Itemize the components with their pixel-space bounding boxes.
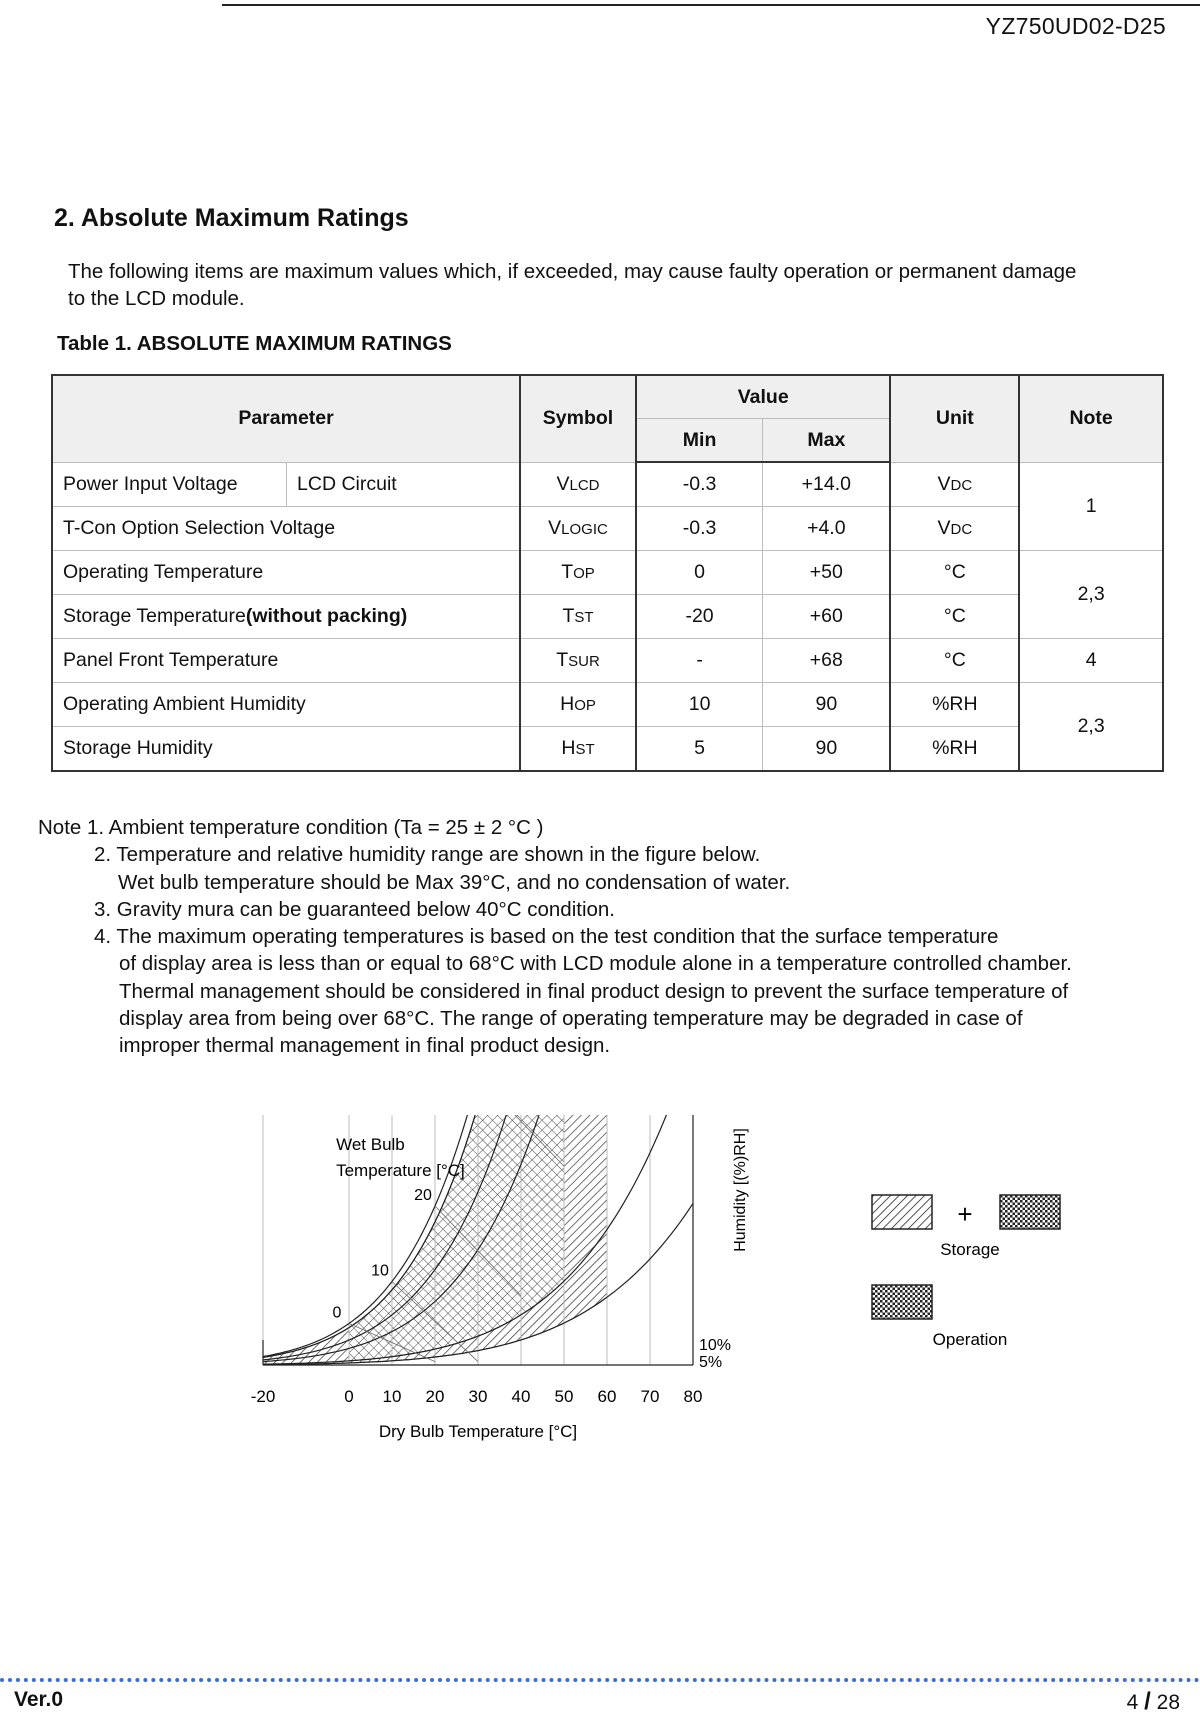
table-row [52, 551, 1163, 595]
table-row [52, 462, 1163, 507]
min-cell: -0.3 [636, 462, 763, 507]
x-tick-label: 40 [511, 1387, 531, 1406]
note-1: Note 1. Ambient temperature condition (Ta = 25 ± 2 °C ) [38, 816, 544, 839]
symbol-cell: TOP [520, 551, 636, 595]
param-cell: Operating Ambient Humidity [52, 683, 520, 727]
param-cell: Storage Humidity [52, 727, 520, 772]
notes-block [38, 814, 1188, 1060]
ratings-table [51, 374, 1164, 772]
x-tick-label: 70 [640, 1387, 660, 1406]
note-4-line-3: Thermal management should be considered in final product design to prevent the surface temperature of [119, 979, 1069, 1003]
note-2: 2. Temperature and relative humidity range are shown in the figure below. [94, 843, 761, 867]
note-cell: 1 [1019, 462, 1163, 551]
symbol-cell: VLCD [520, 462, 636, 507]
min-cell: -0.3 [636, 507, 763, 551]
param-sub-cell: LCD Circuit [287, 462, 521, 507]
header-rule [222, 4, 1200, 6]
max-cell: +50 [763, 551, 891, 595]
max-cell: +4.0 [763, 507, 891, 551]
note-4-line-5: improper thermal management in final product design. [119, 1034, 611, 1058]
note-4-line-4: display area from being over 68°C. The range of operating temperature may be degraded in case of [119, 1007, 1023, 1031]
x-tick-label: -20 [250, 1387, 276, 1406]
wet-bulb-tick-label: 20 [414, 1186, 432, 1204]
x-tick-label: 50 [554, 1387, 574, 1406]
storage-swatch-check [1000, 1195, 1060, 1229]
param-cell: Power Input Voltage [52, 462, 287, 507]
intro-line-1: The following items are maximum values which, if exceeded, may cause faulty operation or permanent damage [68, 260, 1077, 283]
param-cell: Operating Temperature [52, 551, 520, 595]
intro-paragraph [68, 258, 1188, 312]
table-row [52, 727, 1163, 772]
table-caption: Table 1. ABSOLUTE MAXIMUM RATINGS [57, 332, 452, 355]
x-tick-label: 20 [425, 1387, 445, 1406]
header-unit: Unit [890, 375, 1019, 462]
header-symbol: Symbol [520, 375, 636, 462]
x-tick-label: 10 [382, 1387, 402, 1406]
wet-bulb-title: Wet Bulb [336, 1135, 405, 1154]
min-cell: 10 [636, 683, 763, 727]
footer-rule [0, 1678, 1200, 1682]
symbol-cell: HST [520, 727, 636, 772]
max-cell: 90 [763, 683, 891, 727]
param-cell: Panel Front Temperature [52, 639, 520, 683]
unit-cell: °C [890, 551, 1019, 595]
unit-cell: VDC [890, 462, 1019, 507]
legend-operation-label: Operation [932, 1330, 1008, 1349]
x-tick-label: 60 [597, 1387, 617, 1406]
y-axis-title: Humidity [(%)RH] [732, 1128, 749, 1252]
header-max: Max [763, 419, 891, 463]
symbol-cell: HOP [520, 683, 636, 727]
wet-bulb-title: Temperature [°C] [336, 1161, 465, 1180]
operation-swatch [872, 1285, 932, 1319]
note-cell: 2,3 [1019, 551, 1163, 639]
min-cell: -20 [636, 595, 763, 639]
unit-cell: °C [890, 639, 1019, 683]
storage-swatch-diagonal [872, 1195, 932, 1229]
symbol-cell: TST [520, 595, 636, 639]
x-tick-label: 0 [344, 1387, 354, 1406]
chart-plot [251, 1115, 749, 1441]
note-4-line-2: of display area is less than or equal to 68°C with LCD module alone in a temperature controlled chamber. [119, 952, 1072, 976]
max-cell: +14.0 [763, 462, 891, 507]
table-row [52, 595, 1163, 639]
page-number: 4 / 28 [1126, 1688, 1180, 1715]
legend-storage-label: Storage [940, 1240, 1000, 1259]
version-label: Ver.0 [14, 1688, 64, 1711]
unit-cell: %RH [890, 683, 1019, 727]
note-cell: 2,3 [1019, 683, 1163, 772]
humidity-tick-label: 5% [699, 1354, 723, 1371]
unit-cell: %RH [890, 727, 1019, 772]
note-cell: 4 [1019, 639, 1163, 683]
header-value: Value [636, 375, 891, 419]
wet-bulb-tick-label: 10 [371, 1262, 389, 1280]
note-3: 3. Gravity mura can be guaranteed below 40°C condition. [94, 897, 615, 921]
note-2-continued: Wet bulb temperature should be Max 39°C, and no condensation of water. [118, 870, 791, 894]
header-parameter: Parameter [52, 375, 520, 462]
section-title: 2. Absolute Maximum Ratings [54, 204, 409, 232]
param-cell: T-Con Option Selection Voltage [52, 507, 520, 551]
min-cell: 5 [636, 727, 763, 772]
wet-bulb-tick-label: 0 [332, 1304, 342, 1322]
table-row [52, 639, 1163, 683]
table-row [52, 683, 1163, 727]
x-tick-label: 80 [683, 1387, 703, 1406]
note-4: 4. The maximum operating temperatures is based on the test condition that the surface temperature [94, 925, 999, 949]
x-axis-title: Dry Bulb Temperature [°C] [378, 1422, 578, 1441]
header-note: Note [1019, 375, 1163, 462]
document-id: YZ750UD02-D25 [985, 13, 1166, 39]
symbol-cell: TSUR [520, 639, 636, 683]
humidity-tick-label: 10% [699, 1337, 732, 1354]
unit-cell: VDC [890, 507, 1019, 551]
header-min: Min [636, 419, 763, 463]
x-tick-label: 30 [468, 1387, 488, 1406]
legend-plus: + [957, 1199, 973, 1229]
table-row [52, 507, 1163, 551]
param-cell: Storage Temperature(without packing) [52, 595, 520, 639]
max-cell: +68 [763, 639, 891, 683]
min-cell: 0 [636, 551, 763, 595]
min-cell: - [636, 639, 763, 683]
unit-cell: °C [890, 595, 1019, 639]
intro-line-2: to the LCD module. [68, 287, 245, 310]
chart-legend [870, 1190, 1070, 1350]
max-cell: +60 [763, 595, 891, 639]
max-cell: 90 [763, 727, 891, 772]
symbol-cell: VLOGIC [520, 507, 636, 551]
